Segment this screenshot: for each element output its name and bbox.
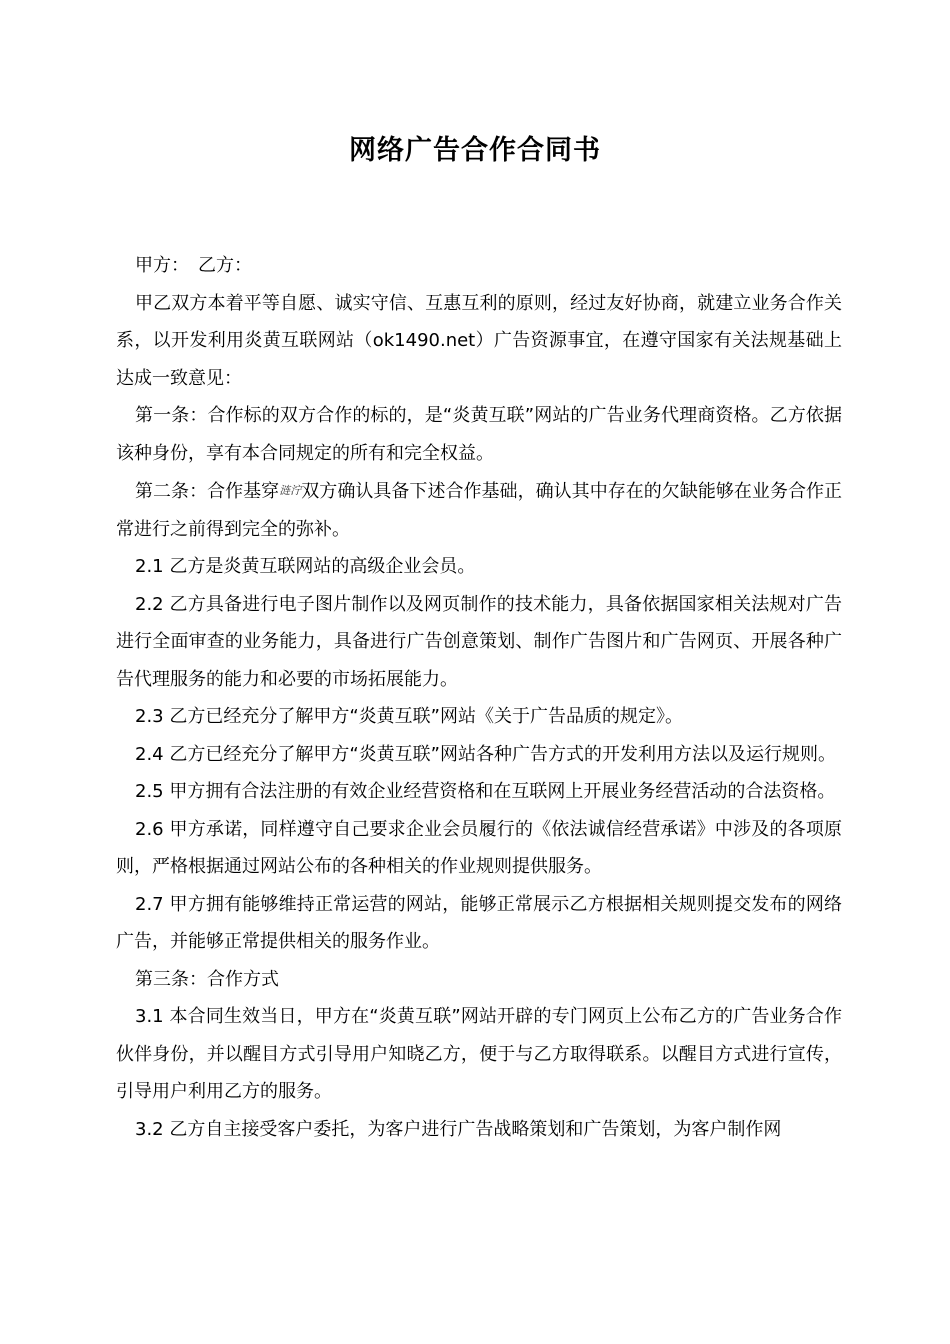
clause-2-2: 2.2 乙方具备进行电子图片制作以及网页制作的技术能力，具备依据国家相关法规对广告进行全面审查的业务能力，具备进行广告创意策划、制作广告图片和广告网页、开展各种广告代理服务的能力和必要的市场拓展能力。 xyxy=(116,593,842,690)
clause-2-1: 2.1 乙方是炎黄互联网站的高级企业会员。 xyxy=(135,556,476,577)
document-body xyxy=(116,247,842,1148)
document-title: 网络广告合作合同书 xyxy=(349,135,601,166)
article-3-heading: 第三条：合作方式 xyxy=(135,968,279,990)
clause-2-5: 2.5 甲方拥有合法注册的有效企业经营资格和在互联网上开展业务经营活动的合法资格。 xyxy=(135,781,836,802)
clause-2-3: 2.3 乙方已经充分了解甲方“炎黄互联”网站《关于广告品质的规定》。 xyxy=(135,706,683,727)
parties-line: 甲方： 乙方： xyxy=(135,255,252,276)
article-2-prefix: 第二条：合作基穿 xyxy=(135,481,280,502)
article-1-paragraph: 第一条：合作标的双方合作的标的，是“炎黄互联”网站的广告业务代理商资格。乙方依据该种身份，享有本合同规定的所有和完全权益。 xyxy=(116,405,842,464)
clause-2-7: 2.7 甲方拥有能够维持正常运营的网站，能够正常展示乙方根据相关规则提交发布的网络广告，并能够正常提供相关的服务作业。 xyxy=(116,893,842,952)
clause-3-1: 3.1 本合同生效当日，甲方在“炎黄互联”网站开辟的专门网页上公布乙方的广告业务合作伙伴身份，并以醒目方式引导用户知晓乙方，便于与乙方取得联系。以醒目方式进行宣传，引导用户利用乙方的服务。 xyxy=(116,1006,842,1102)
clause-2-4: 2.4 乙方已经充分了解甲方“炎黄互联”网站各种广告方式的开发利用方法以及运行规则。 xyxy=(135,743,836,765)
article-2-paragraph xyxy=(116,472,842,548)
article-2-handwritten-mark: 涟泞 xyxy=(279,484,302,497)
article-2-suffix: 双方确认具备下述合作基础，确认其中存在的欠缺能够在业务合作正常进行之前得到完全的弥补。 xyxy=(116,481,843,540)
clause-3-2: 3.2 乙方自主接受客户委托，为客户进行广告战略策划和广告策划，为客户制作网 xyxy=(135,1118,782,1140)
clause-2-6: 2.6 甲方承诺，同样遵守自己要求企业会员履行的《依法诚信经营承诺》中涉及的各项原则，严格根据通过网站公布的各种相关的作业规则提供服务。 xyxy=(116,818,842,877)
preamble-paragraph: 甲乙双方本着平等自愿、诚实守信、互惠互利的原则，经过友好协商，就建立业务合作关系，以开发利用炎黄互联网站（ok1490.net）广告资源事宜，在遵守国家有关法规基础上达成一致意见： xyxy=(116,292,842,389)
